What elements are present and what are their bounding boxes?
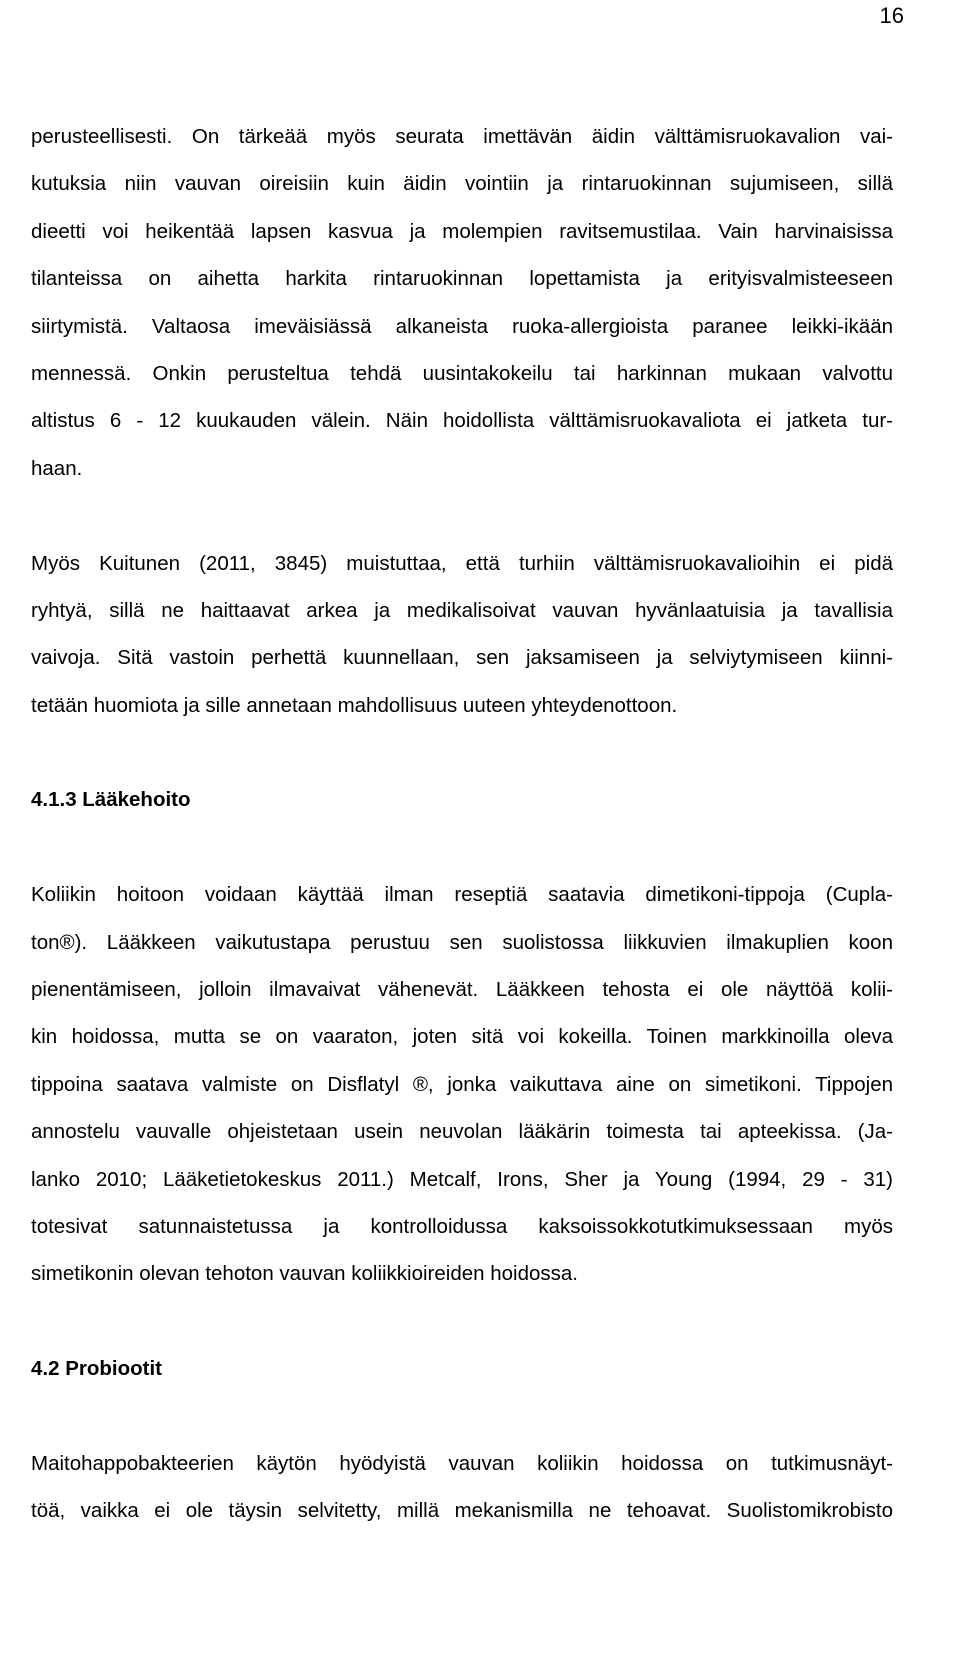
text-line: simetikonin olevan tehoton vauvan koliikkioireiden hoidossa. bbox=[31, 1262, 578, 1286]
paragraph bbox=[31, 871, 893, 1298]
text-line: altistus 6 - 12 kuukauden välein. Näin hoidollista välttämisruokavaliota ei jatketa tur- bbox=[31, 409, 893, 433]
text-line: ton®). Lääkkeen vaikutustapa perustuu sen suolistossa liikkuvien ilmakuplien koon bbox=[31, 930, 893, 954]
page-number: 16 bbox=[879, 3, 904, 28]
text-line: totesivat satunnaistetussa ja kontrolloidussa kaksoissokkotutkimuksessaan myös bbox=[31, 1214, 893, 1238]
text-line: mennessä. Onkin perusteltua tehdä uusintakokeilu tai harkinnan mukaan valvottu bbox=[31, 361, 893, 385]
text-line: töä, vaikka ei ole täysin selvitetty, millä mekanismilla ne tehoavat. Suolistomikrobisto bbox=[31, 1499, 893, 1523]
text-line: ryhtyä, sillä ne haittaavat arkea ja medikalisoivat vauvan hyvänlaatuisia ja tavallisia bbox=[31, 598, 893, 622]
page-content bbox=[31, 113, 893, 1535]
text-line: siirtymistä. Valtaosa imeväisiässä alkaneista ruoka-allergioista paranee leikki-ikään bbox=[31, 314, 893, 338]
text-line: perusteellisesti. On tärkeää myös seurata imettävän äidin välttämisruokavalion vai- bbox=[31, 125, 893, 148]
text-line: haan. bbox=[31, 456, 83, 480]
section-heading: 4.2 Probiootit bbox=[31, 1357, 162, 1381]
text-line: tippoina saatava valmiste on Disflatyl ®, jonka vaikuttava aine on simetikoni. Tippojen bbox=[31, 1072, 893, 1096]
text-line: vaivoja. Sitä vastoin perhettä kuunnellaan, sen jaksamiseen ja selviytymiseen kiinni- bbox=[31, 646, 893, 670]
section-heading: 4.1.3 Lääkehoito bbox=[31, 788, 191, 812]
text-line: Koliikin hoitoon voidaan käyttää ilman reseptiä saatavia dimetikoni-tippoja (Cupla- bbox=[31, 883, 893, 907]
text-line: tetään huomiota ja sille annetaan mahdollisuus uuteen yhteydenottoon. bbox=[31, 693, 678, 717]
text-line: Maitohappobakteerien käytön hyödyistä vauvan koliikin hoidossa on tutkimusnäyt- bbox=[31, 1451, 893, 1475]
text-line: annostelu vauvalle ohjeistetaan usein neuvolan lääkärin toimesta tai apteekissa. (Ja- bbox=[31, 1120, 893, 1144]
paragraph bbox=[31, 113, 893, 492]
paragraph bbox=[31, 1440, 893, 1535]
text-line: Myös Kuitunen (2011, 3845) muistuttaa, että turhiin välttämisruokavalioihin ei pidä bbox=[31, 551, 893, 575]
text-line: kin hoidossa, mutta se on vaaraton, joten sitä voi kokeilla. Toinen markkinoilla oleva bbox=[31, 1025, 893, 1049]
text-line: tilanteissa on aihetta harkita rintaruokinnan lopettamista ja erityisvalmisteeseen bbox=[31, 267, 893, 291]
text-line: kutuksia niin vauvan oireisiin kuin äidin vointiin ja rintaruokinnan sujumiseen, sillä bbox=[31, 172, 893, 196]
text-line: lanko 2010; Lääketietokeskus 2011.) Metcalf, Irons, Sher ja Young (1994, 29 - 31) bbox=[31, 1167, 893, 1191]
text-line: dieetti voi heikentää lapsen kasvua ja molempien ravitsemustilaa. Vain harvinaisissa bbox=[31, 219, 893, 243]
paragraph bbox=[31, 540, 893, 730]
text-line: pienentämiseen, jolloin ilmavaivat vähenevät. Lääkkeen tehosta ei ole näyttöä kolii- bbox=[31, 978, 893, 1002]
